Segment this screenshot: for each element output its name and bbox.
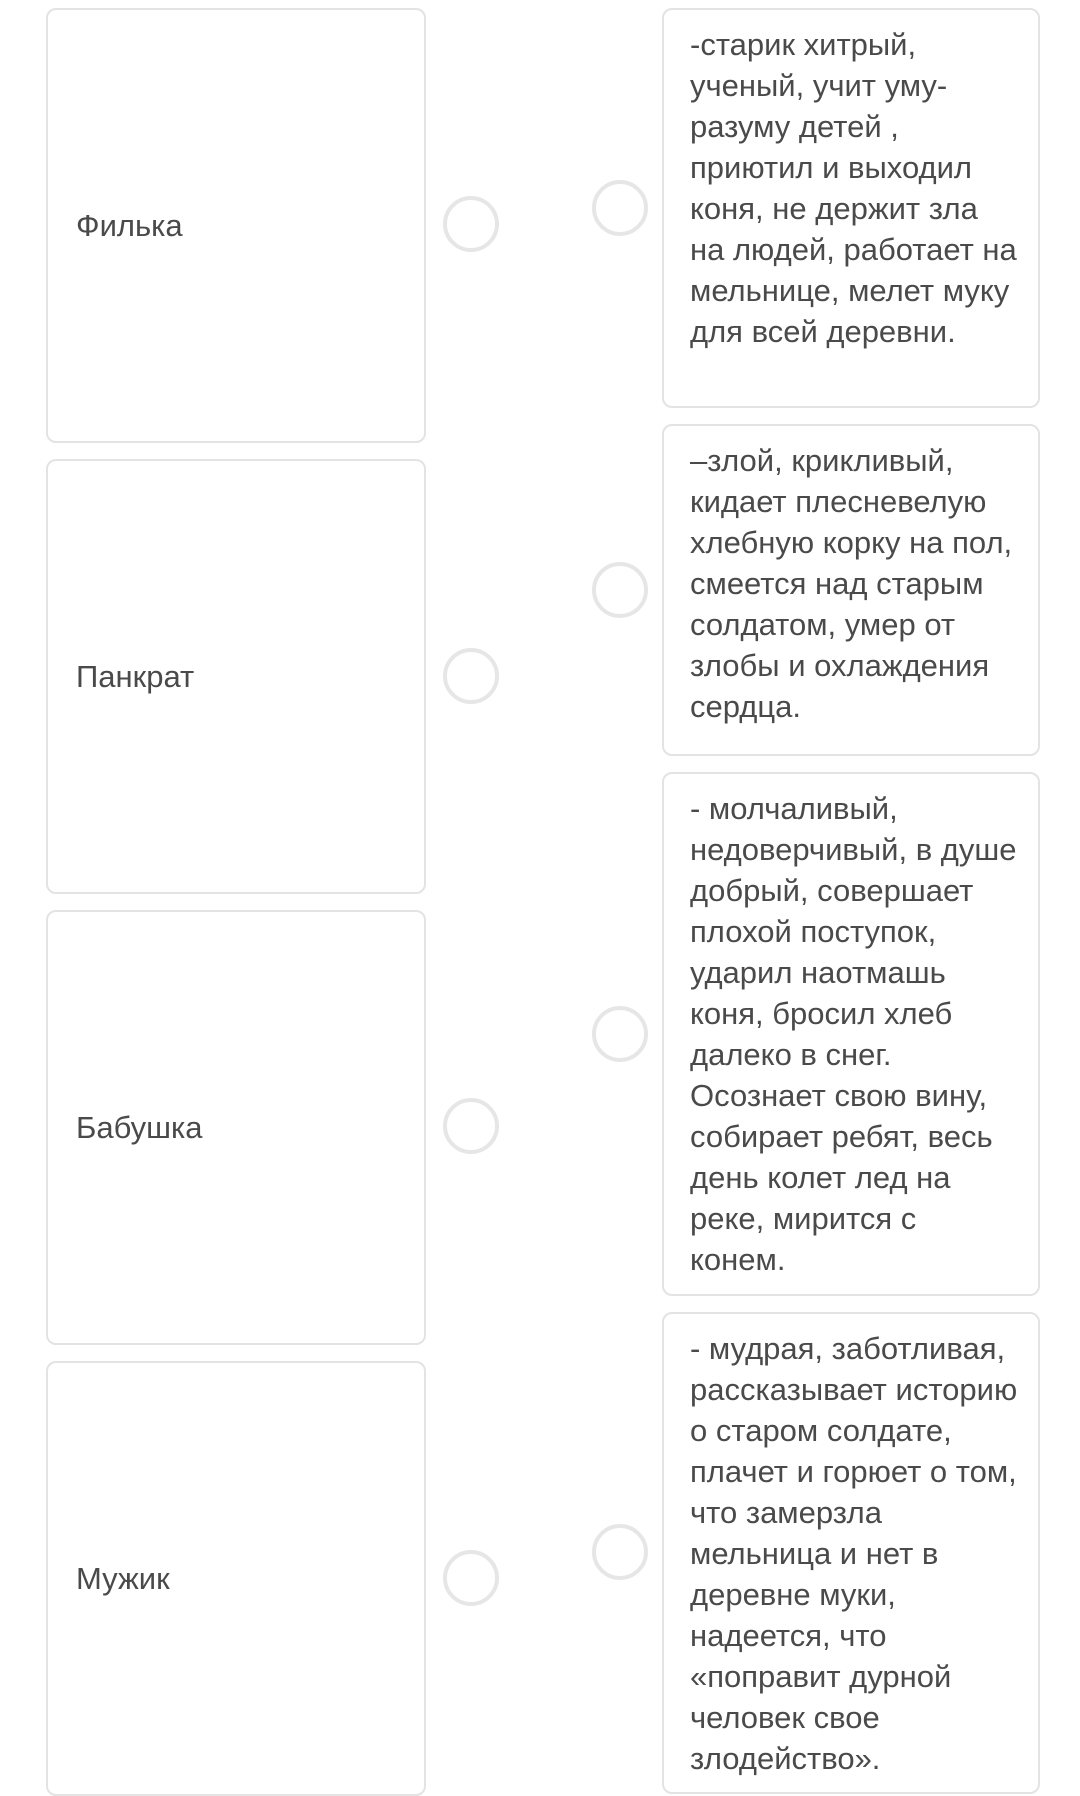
character-label: Панкрат	[76, 658, 195, 694]
description-card-1[interactable]	[662, 8, 1040, 408]
radio-circle-icon[interactable]	[592, 562, 648, 618]
radio-circle-icon[interactable]	[443, 1550, 499, 1606]
character-label: Филька	[76, 207, 183, 243]
character-card-muzhik[interactable]	[46, 1361, 426, 1796]
radio-circle-icon[interactable]	[443, 1098, 499, 1154]
radio-circle-icon[interactable]	[592, 180, 648, 236]
radio-circle-icon[interactable]	[443, 196, 499, 252]
character-card-babushka[interactable]	[46, 910, 426, 1345]
description-text: –злой, крикливый, кидает плесневелую хлебную корку на пол, смеется над старым солдатом, умер от злобы и охлаждения сердца.	[690, 443, 1013, 724]
character-card-pankrat[interactable]	[46, 459, 426, 894]
description-text: - мудрая, заботливая, рассказывает историю о старом солдате, плачет и горюет о том, что замерзла мельница и нет в деревне муки, надеется, что «поправит дурной человек свое злодейство».	[690, 1331, 1018, 1776]
description-text: -старик хитрый, ученый, учит уму-разуму детей , приютил и выходил коня, не держит зла на людей, работает на мельнице, мелет муку для всей деревни.	[690, 27, 1017, 349]
character-label: Мужик	[76, 1560, 170, 1596]
radio-circle-icon[interactable]	[592, 1524, 648, 1580]
description-card-3[interactable]	[662, 772, 1040, 1296]
description-card-2[interactable]	[662, 424, 1040, 756]
character-label: Бабушка	[76, 1109, 203, 1145]
character-card-filka[interactable]	[46, 8, 426, 443]
radio-circle-icon[interactable]	[592, 1006, 648, 1062]
description-card-4[interactable]	[662, 1312, 1040, 1794]
radio-circle-icon[interactable]	[443, 648, 499, 704]
description-text: - молчаливый, недоверчивый, в душе добрый, совершает плохой поступок, ударил наотмашь коня, бросил хлеб далеко в снег. Осознает свою вину, собирает ребят, весь день колет лед на реке, мирится с конем.	[690, 791, 1017, 1277]
